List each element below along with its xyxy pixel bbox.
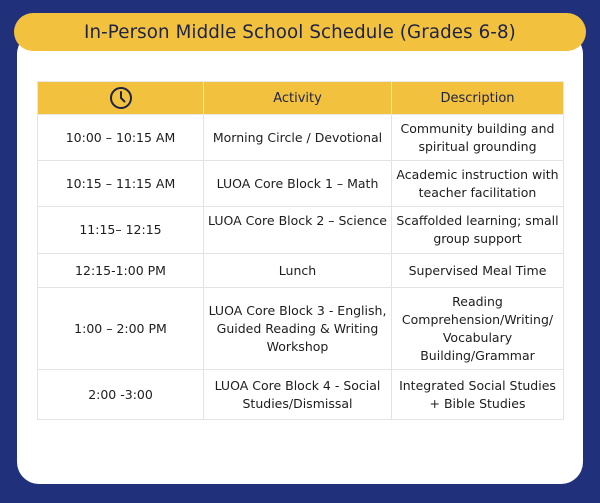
activity-cell: LUOA Core Block 4 - Social Studies/Dismissal (204, 370, 392, 420)
time-cell: 12:15-1:00 PM (38, 254, 204, 288)
description-cell: Community building and spiritual grounding (392, 115, 564, 161)
table-row (38, 115, 564, 161)
title-banner (14, 13, 586, 51)
table-row (38, 254, 564, 288)
activity-cell: LUOA Core Block 2 – Science (204, 207, 392, 254)
time-cell: 11:15– 12:15 (38, 207, 204, 254)
description-cell: Supervised Meal Time (392, 254, 564, 288)
column-header-description: Description (392, 82, 564, 115)
time-cell: 2:00 -3:00 (38, 370, 204, 420)
activity-cell: Morning Circle / Devotional (204, 115, 392, 161)
table-row (38, 288, 564, 370)
activity-cell: Lunch (204, 254, 392, 288)
column-header-time (38, 82, 204, 115)
activity-cell: LUOA Core Block 1 – Math (204, 161, 392, 207)
time-cell: 1:00 – 2:00 PM (38, 288, 204, 370)
table-row (38, 370, 564, 420)
table-header-row (38, 82, 564, 115)
table-row (38, 207, 564, 254)
page-title: In-Person Middle School Schedule (Grades 6-8) (84, 21, 516, 43)
table-row (38, 161, 564, 207)
description-cell: Reading Comprehension/Writing/ Vocabulary Building/Grammar (392, 288, 564, 370)
time-cell: 10:15 – 11:15 AM (38, 161, 204, 207)
description-cell: Academic instruction with teacher facilitation (392, 161, 564, 207)
description-cell: Integrated Social Studies + Bible Studies (392, 370, 564, 420)
column-header-activity: Activity (204, 82, 392, 115)
time-cell: 10:00 – 10:15 AM (38, 115, 204, 161)
schedule-table (37, 81, 564, 420)
activity-cell: LUOA Core Block 3 - English, Guided Reading & Writing Workshop (204, 288, 392, 370)
clock-icon (109, 86, 133, 110)
description-cell: Scaffolded learning; small group support (392, 207, 564, 254)
